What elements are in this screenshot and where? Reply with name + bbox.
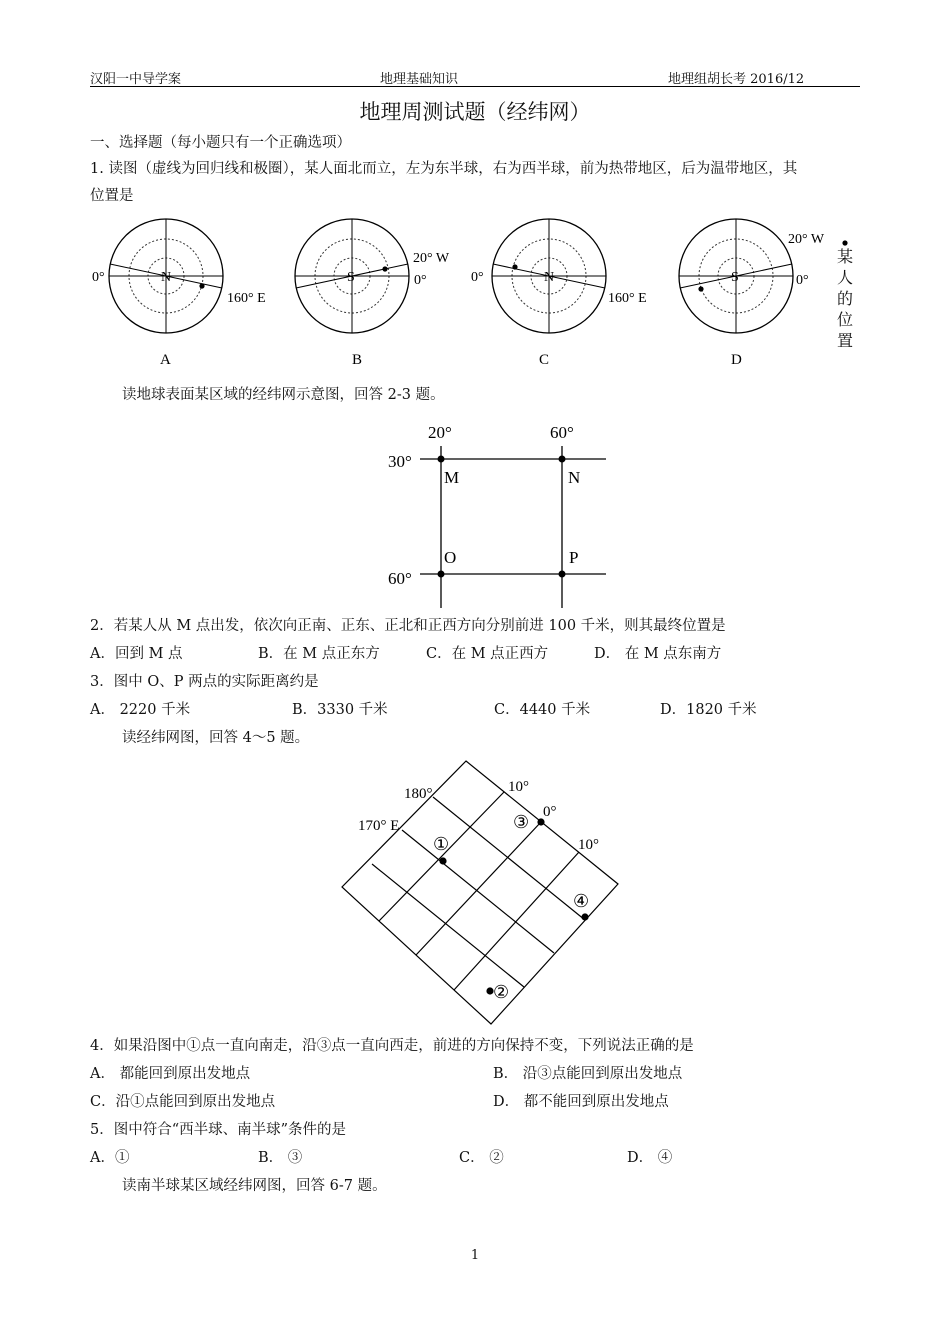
- point-3-label: ③: [513, 812, 530, 832]
- person-dot: [382, 266, 387, 271]
- diagram-d: [679, 219, 793, 333]
- diagram-c-left-label: 0°: [471, 270, 484, 285]
- q2-option-b: B．在 M 点正东方: [258, 646, 380, 662]
- lat-bottom-label: 60°: [388, 569, 412, 588]
- person-dot: [698, 286, 703, 291]
- diagram-b-letter: B: [352, 352, 363, 368]
- label-10-top: 10°: [508, 779, 529, 795]
- pole-label: N: [161, 270, 172, 285]
- person-dot: [512, 264, 517, 269]
- legend-dot: [842, 240, 847, 245]
- diagram-c: [492, 219, 606, 333]
- q2-option-d: D． 在 M 点东南方: [594, 646, 722, 662]
- point-1-label: ①: [433, 834, 450, 854]
- q2-option-c: C．在 M 点正西方: [426, 646, 549, 662]
- point-o: O: [444, 548, 457, 567]
- diagram-c-letter: C: [539, 352, 550, 368]
- person-dot: [199, 283, 204, 288]
- pole-label: S: [347, 270, 355, 285]
- legend-text: 某人的位置: [837, 247, 854, 350]
- q4-option-b: B． 沿③点能回到原出发地点: [493, 1066, 683, 1082]
- pole-label: N: [544, 270, 555, 285]
- diagram-b: [295, 219, 409, 333]
- q3-option-d: D．1820 千米: [660, 702, 757, 718]
- point-p: P: [569, 548, 579, 567]
- point-n: N: [568, 468, 581, 487]
- q1-diagrams: [80, 212, 870, 380]
- pole-label: S: [731, 270, 739, 285]
- intro-2-3: 读地球表面某区域的经纬网示意图，回答 2-3 题。: [122, 387, 445, 403]
- diagram-b-left-label: 20° W: [413, 251, 450, 266]
- q5-option-d: D． ④: [627, 1150, 673, 1166]
- label-0: 0°: [543, 804, 557, 820]
- label-170e: 170° E: [358, 818, 400, 834]
- q3-option-b: B．3330 千米: [292, 702, 388, 718]
- q4-text: 4．如果沿图中①点一直向南走，沿③点一直向西走，前进的方向保持不变，下列说法正确的是: [90, 1038, 694, 1054]
- label-180: 180°: [404, 786, 433, 802]
- header-left: 汉阳一中导学案: [90, 72, 182, 87]
- diagram-d-right-label: 0°: [796, 273, 809, 288]
- intro-6-7: 读南半球某区域经纬网图，回答 6-7 题。: [122, 1178, 387, 1194]
- header-center: 地理基础知识: [380, 72, 459, 87]
- q5-option-a: A．①: [90, 1150, 130, 1166]
- intro-4-5: 读经纬网图，回答 4～5 题。: [122, 730, 310, 746]
- q4-option-d: D． 都不能回到原出发地点: [493, 1094, 669, 1110]
- diagram-a-left-label: 0°: [92, 270, 105, 285]
- q3-text: 3．图中 O、P 两点的实际距离约是: [90, 674, 319, 690]
- lon-left-label: 20°: [428, 423, 452, 442]
- q1-text-line2: 位置是: [90, 188, 134, 204]
- q2-option-a: A．回到 M 点: [90, 646, 183, 662]
- header-right: 地理组胡长考 2016/12: [668, 72, 805, 87]
- q4-option-a: A． 都能回到原出发地点: [90, 1066, 251, 1082]
- lat-top-label: 30°: [388, 452, 412, 471]
- q1-text-line1: 1. 读图（虚线为回归线和极圈），某人面北而立，左为东半球，右为西半球，前为热带地区，后为温带地区，其: [90, 161, 798, 177]
- q3-option-a: A． 2220 千米: [90, 702, 191, 718]
- grid2-diagram: [340, 758, 630, 1030]
- q5-option-c: C． ②: [459, 1150, 504, 1166]
- diagram-a: [109, 219, 223, 333]
- grid1-diagram: [380, 418, 620, 610]
- diagram-d-letter: D: [731, 352, 742, 368]
- point-m: M: [444, 468, 460, 487]
- section-heading: 一、选择题（每小题只有一个正确选项）: [90, 135, 351, 151]
- q3-option-c: C．4440 千米: [494, 702, 591, 718]
- q2-text: 2．若某人从 M 点出发，依次向正南、正东、正北和正西方向分别前进 100 千米，则其最终位置是: [90, 618, 726, 634]
- header-rule: [90, 86, 860, 87]
- lon-right-label: 60°: [550, 423, 574, 442]
- page-title: 地理周测试题（经纬网）: [359, 100, 591, 124]
- point-2-label: ②: [493, 982, 510, 1002]
- q5-text: 5．图中符合“西半球、南半球”条件的是: [90, 1122, 347, 1138]
- diagram-c-right-label: 160° E: [608, 291, 647, 306]
- point-4-label: ④: [573, 891, 590, 911]
- diagram-a-right-label: 160° E: [227, 291, 266, 306]
- q5-option-b: B． ③: [258, 1150, 303, 1166]
- page-number: 1: [470, 1248, 480, 1263]
- label-10-right: 10°: [578, 837, 599, 853]
- diagram-b-right-label: 0°: [414, 273, 427, 288]
- diagram-d-left-label: 20° W: [788, 232, 825, 247]
- diagram-a-letter: A: [160, 352, 171, 368]
- q4-option-c: C．沿①点能回到原出发地点: [90, 1094, 276, 1110]
